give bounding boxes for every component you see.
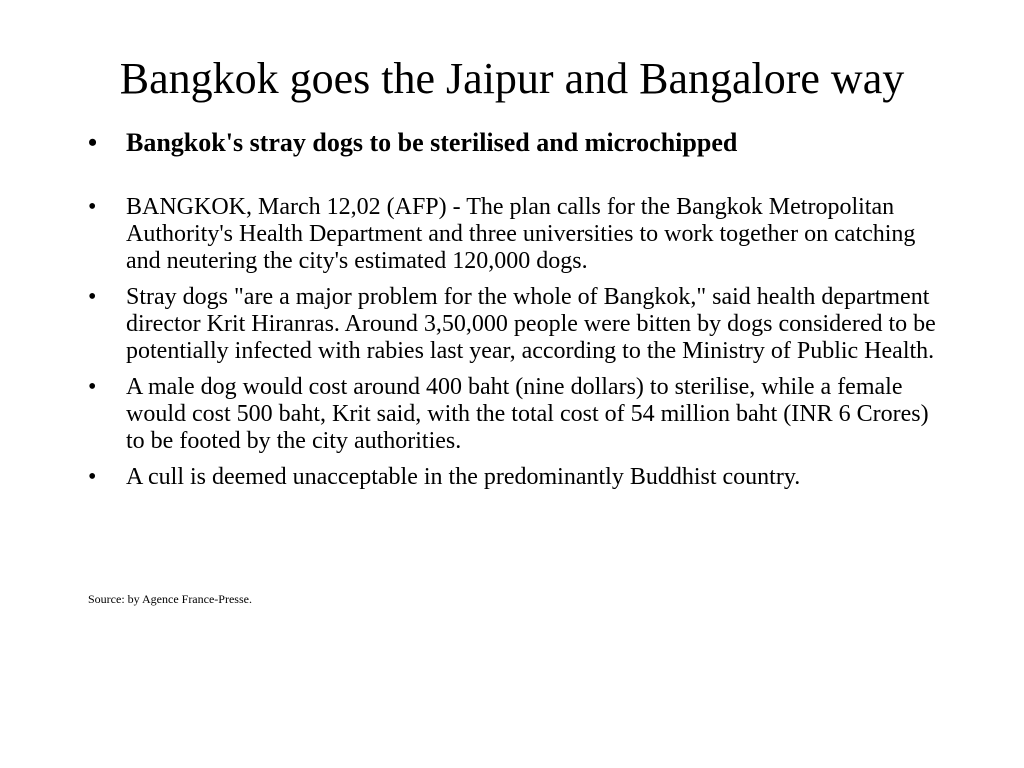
- headline-bullet: • Bangkok's stray dogs to be sterilised and microchipped: [88, 128, 948, 158]
- bullet-item-cull: • A cull is deemed unacceptable in the predominantly Buddhist country.: [88, 464, 948, 491]
- bullet-list: [88, 128, 948, 500]
- bullet-item-stray-dogs-problem: • Stray dogs "are a major problem for the whole of Bangkok," said health department director Krit Hiranras. Around 3,50,000 people were bitten by dogs considered to be potentially infected with rabies last year, according to the Ministry of Public Health.: [88, 284, 948, 365]
- bullet-item-plan: • BANGKOK, March 12,02 (AFP) - The plan calls for the Bangkok Metropolitan Authority's Health Department and three universities to work together on catching and neutering the city's estimated 120,000 dogs.: [88, 194, 948, 275]
- bullet-item-cost: • A male dog would cost around 400 baht (nine dollars) to sterilise, while a female would cost 500 baht, Krit said, with the total cost of 54 million baht (INR 6 Crores) to be footed by the city authorities.: [88, 374, 948, 455]
- slide-title: Bangkok goes the Jaipur and Bangalore way: [119, 54, 905, 103]
- source-note: Source: by Agence France-Presse.: [88, 592, 252, 606]
